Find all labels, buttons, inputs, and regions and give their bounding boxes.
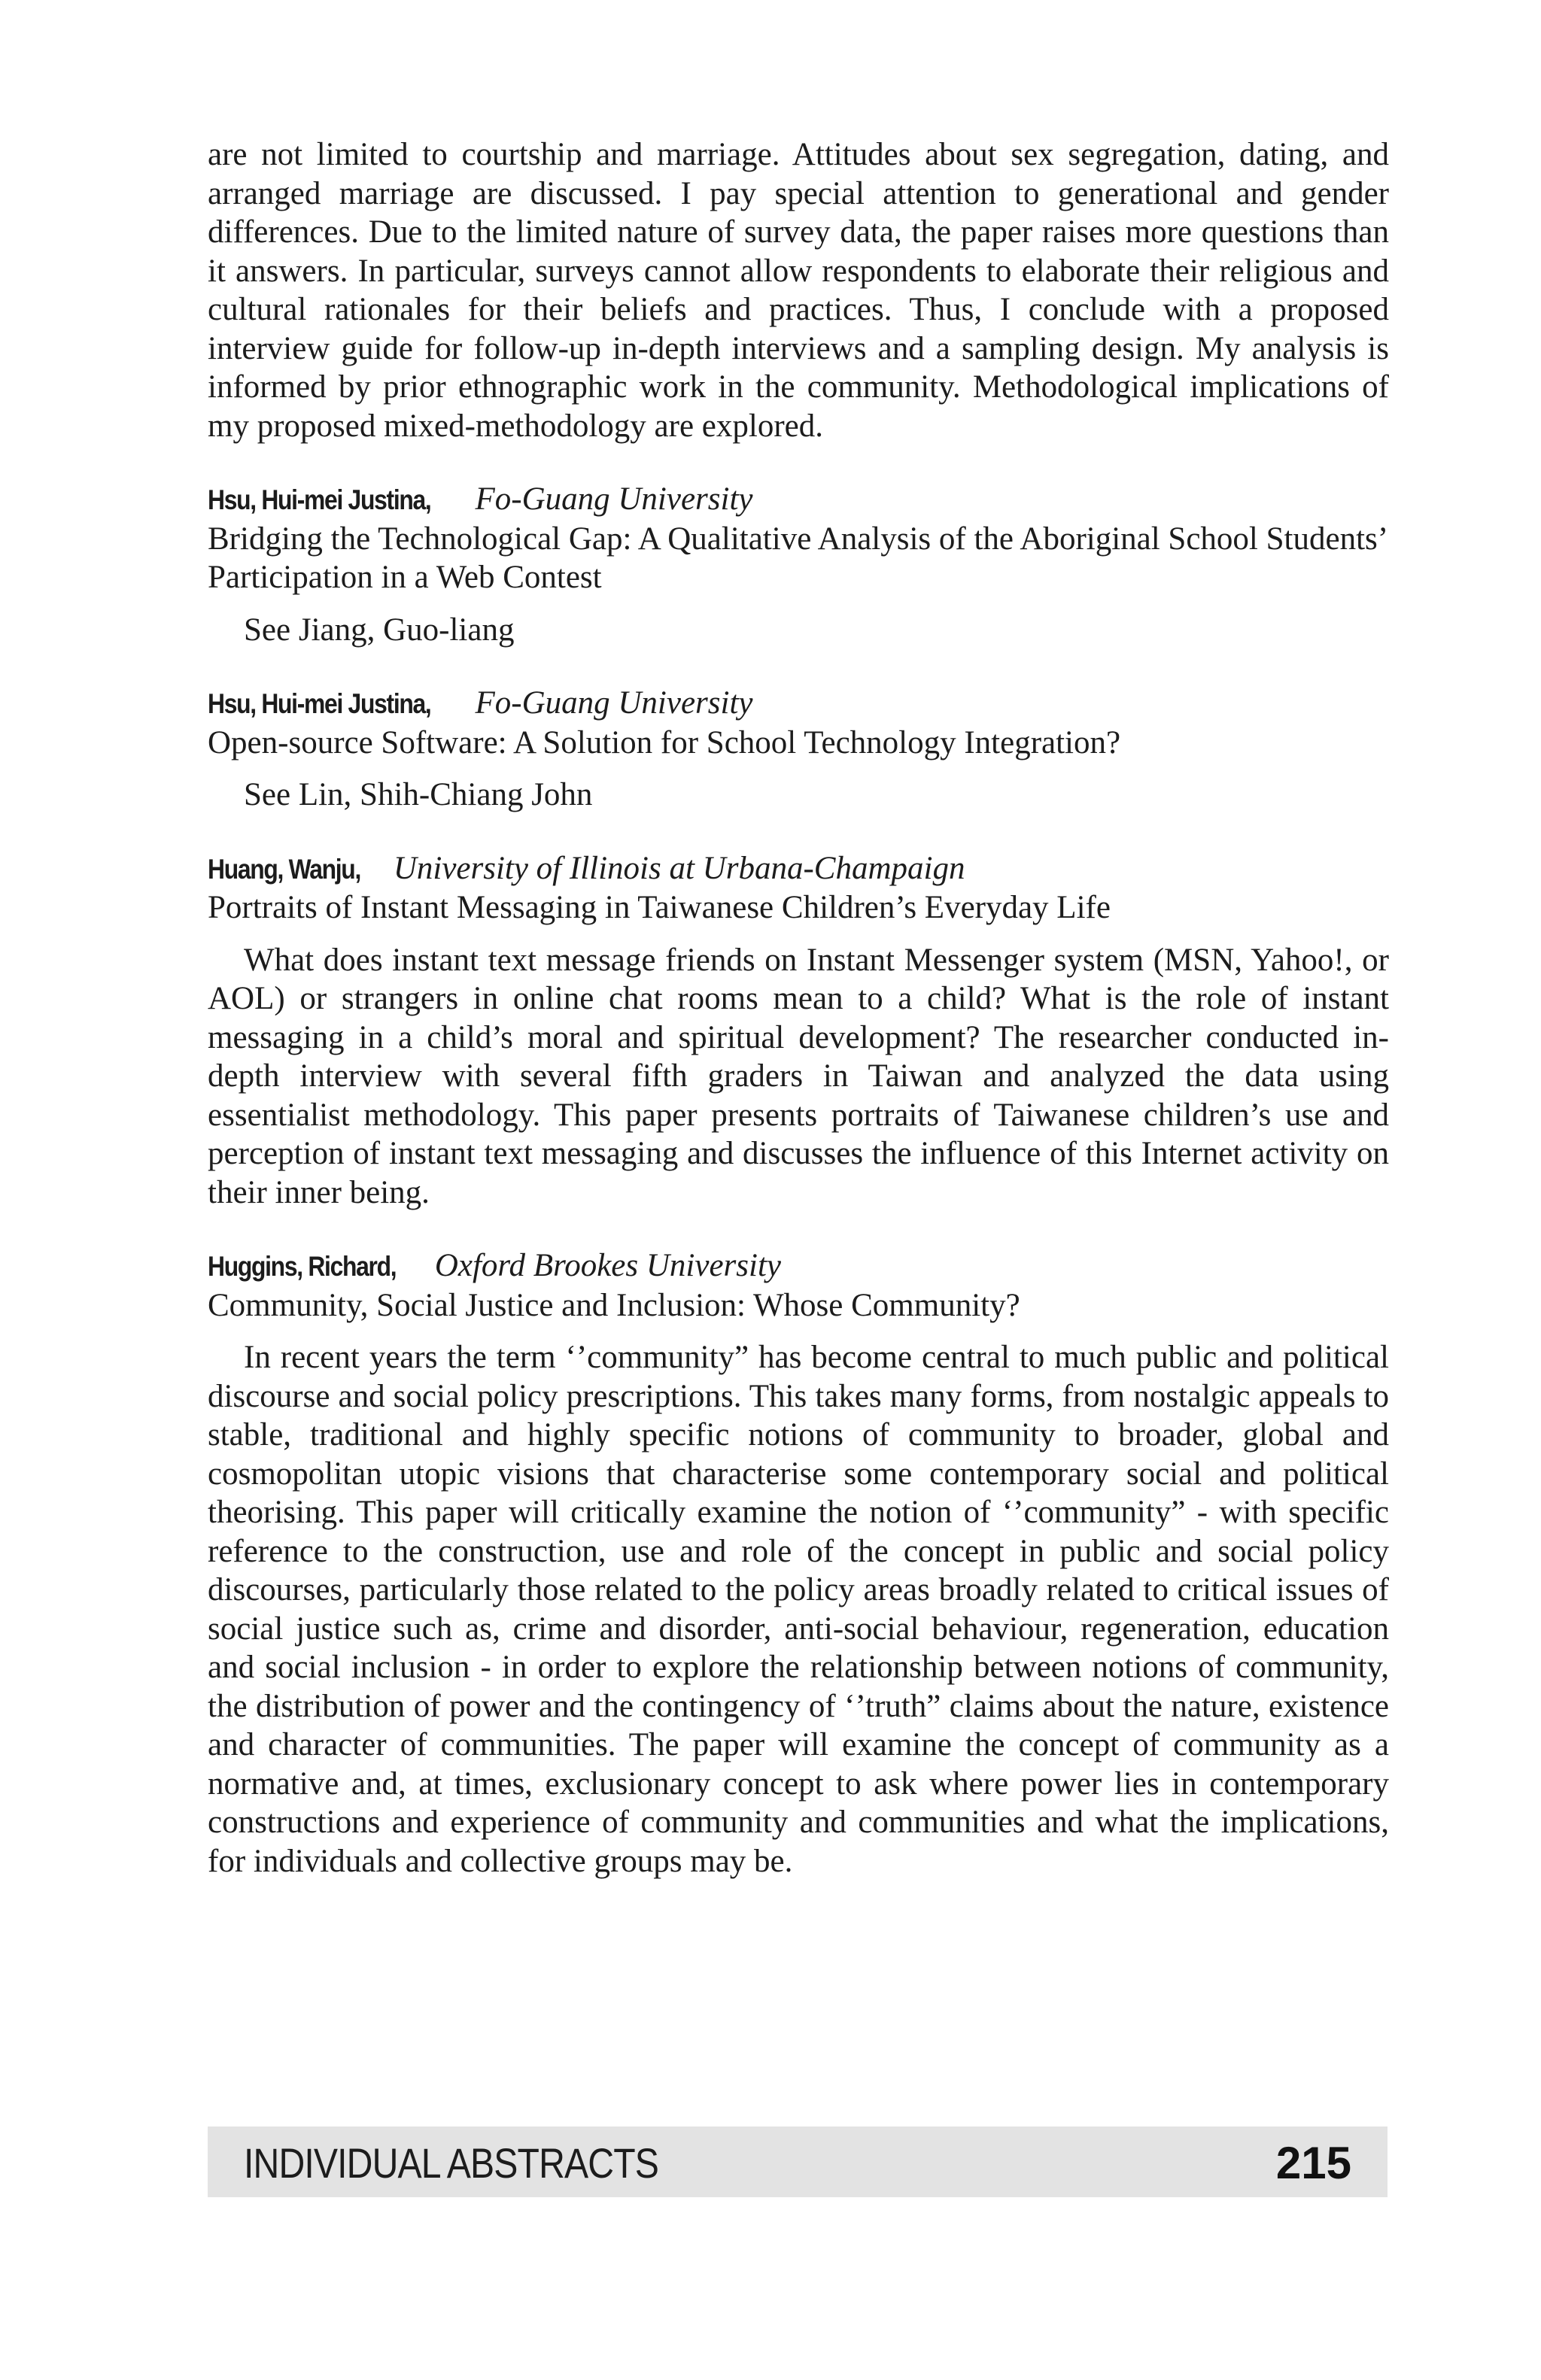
- abstract-entry: [208, 684, 1389, 815]
- author-name: Hsu, Hui-mei Justina,: [208, 688, 431, 719]
- author-name: Hsu, Hui-mei Justina,: [208, 484, 431, 515]
- paper-title: Open-source Software: A Solution for School Technology Integration?: [208, 724, 1121, 760]
- see-reference: See Jiang, Guo-liang: [244, 612, 515, 648]
- paper-title: Portraits of Instant Messaging in Taiwanese Children’s Everyday Life: [208, 890, 1111, 925]
- abstract-entry: [208, 1246, 1389, 1881]
- author-affiliation: Oxford Brookes University: [434, 1248, 781, 1283]
- paper-title: Bridging the Technological Gap: A Qualitative Analysis of the Aboriginal School Students’ Participation in a Web Contest: [208, 521, 1386, 595]
- author-line: [208, 849, 1389, 889]
- paper-title: Community, Social Justice and Inclusion: Whose Community?: [208, 1287, 1020, 1323]
- author-line: [208, 684, 1389, 724]
- page-content: [208, 135, 1389, 1881]
- author-affiliation: University of Illinois at Urbana-Champaign: [393, 850, 965, 886]
- abstract-text: In recent years the term ‘’community” has become central to much public and political discourse and social policy prescriptions. This takes many forms, from nostalgic appeals to stable, traditional and highly specific notions of community to broader, global and cosmopolitan utopic visions that characterise some contemporary social and political theorising. This paper will critically examine the notion of ‘’community” - with specific reference to the construction, use and role of the concept in public and social policy discourses, particularly those related to the policy areas broadly related to critical issues of social justice such as, crime and disorder, anti-social behaviour, regeneration, education and social inclusion - in order to explore the relationship between notions of community, the distribution of power and the contingency of ‘’truth” claims about the nature, existence and character of communities. The paper will examine the concept of community as a normative and, at times, exclusionary concept to ask where power lies in contemporary constructions and experience of community and communities and what the implications, for individuals and collective groups may be.: [208, 1340, 1389, 1879]
- author-name: Huang, Wanju,: [208, 853, 361, 885]
- author-affiliation: Fo-Guang University: [475, 481, 753, 517]
- abstract-entry: [208, 480, 1389, 649]
- page-number: 215: [1275, 2138, 1351, 2188]
- author-line: [208, 480, 1389, 520]
- abstract-text: What does instant text message friends on Instant Messenger system (MSN, Yahoo!, or AOL) or strangers in online chat rooms mean to a child? What is the role of instant messaging in a child’s moral and spiritual development? The researcher conducted in-depth interview with several fifth graders in Taiwan and analyzed the data using essentialist methodology. This paper presents portraits of Taiwanese children’s use and perception of instant text messaging and discusses the influence of this Internet activity on their inner being.: [208, 942, 1389, 1210]
- see-reference: See Lin, Shih-Chiang John: [244, 777, 593, 812]
- author-name: Huggins, Richard,: [208, 1251, 397, 1282]
- author-line: [208, 1246, 1389, 1286]
- author-affiliation: Fo-Guang University: [475, 685, 753, 721]
- intro-paragraph: are not limited to courtship and marriage. Attitudes about sex segregation, dating, and arranged marriage are discussed. I pay special attention to generational and gender differences. Due to the limited nature of survey data, the paper raises more questions than it answers. In particular, surveys cannot allow respondents to elaborate their religious and cultural rationales for their beliefs and practices. Thus, I conclude with a proposed interview guide for follow-up in-depth interviews and a sampling design. My analysis is informed by prior ethnographic work in the community. Methodological implications of my proposed mixed-methodology are explored.: [208, 137, 1389, 444]
- page-footer: [208, 2127, 1388, 2197]
- section-label: INDIVIDUAL ABSTRACTS: [244, 2139, 659, 2187]
- abstract-entry: [208, 849, 1389, 1213]
